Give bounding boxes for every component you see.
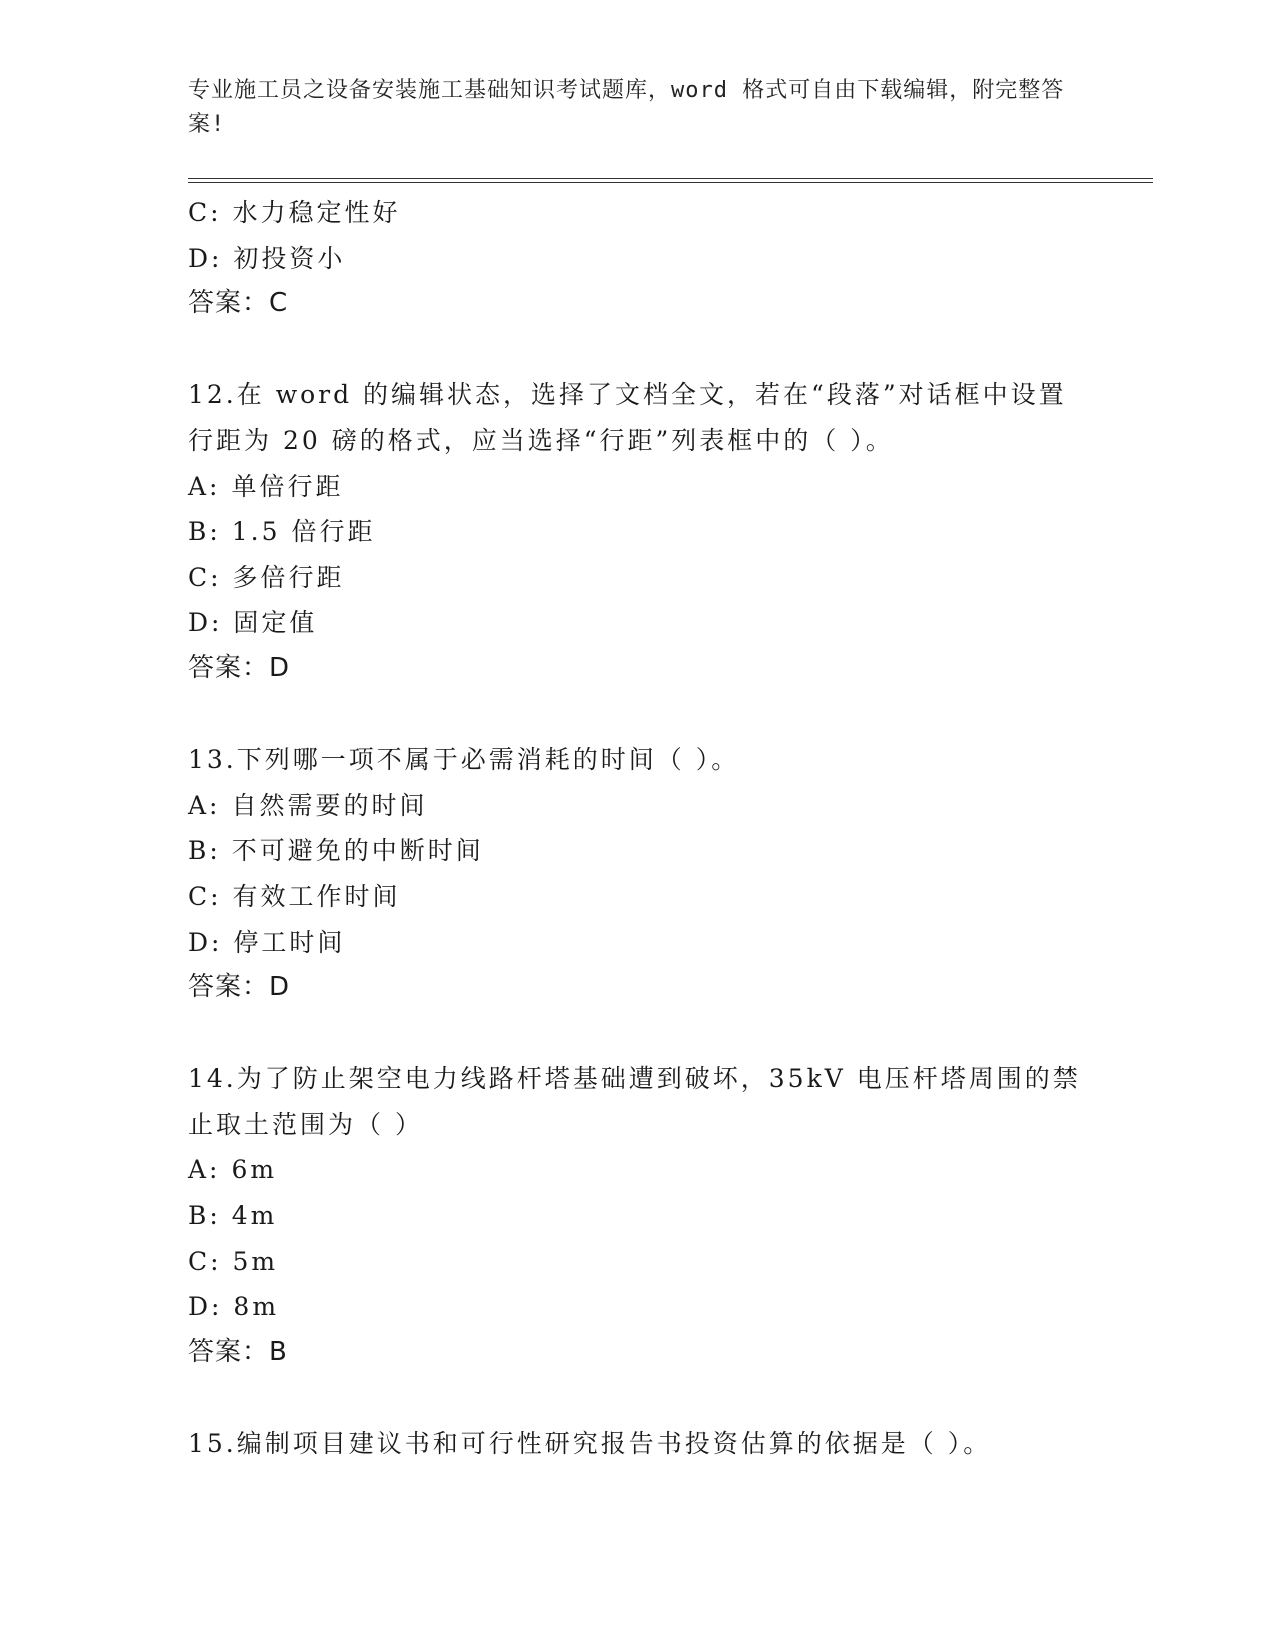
option-b: B: 不可避免的中断时间	[188, 836, 484, 866]
option-d: D: 停工时间	[188, 927, 346, 957]
answer-line: 答案：D	[188, 972, 291, 1003]
question-stem: 12.在 word 的编辑状态，选择了文档全文，若在“段落”对话框中设置行距为 20 磅的格式，应当选择“行距”列表框中的（ ）。	[188, 380, 1067, 455]
spacer	[188, 692, 1148, 738]
document-header	[188, 74, 1088, 142]
question-13	[188, 737, 1148, 1011]
question-14	[188, 1056, 1148, 1375]
header-divider	[188, 178, 1153, 183]
question-stem: 13.下列哪一项不属于必需消耗的时间（ ）。	[188, 745, 740, 775]
option-d: D: 固定值	[188, 608, 318, 638]
header-text: 专业施工员之设备安装施工基础知识考试题库，word 格式可自由下载编辑，附完整答案!	[188, 78, 1065, 137]
option-b: B: 4m	[188, 1201, 278, 1231]
option-d: D: 8m	[188, 1292, 280, 1322]
option-c: C: 水力稳定性好	[188, 198, 401, 227]
option-c: C: 有效工作时间	[188, 881, 401, 911]
question-stem: 14.为了防止架空电力线路杆塔基础遭到破坏，35kV 电压杆塔周围的禁止取土范围为（ ）	[188, 1064, 1081, 1139]
question-stem: 15.编制项目建议书和可行性研究报告书投资估算的依据是（ ）。	[188, 1429, 992, 1459]
option-b: B: 1.5 倍行距	[188, 517, 376, 547]
option-d: D: 初投资小	[188, 243, 346, 273]
spacer	[188, 1375, 1148, 1421]
question-15	[188, 1421, 1148, 1467]
answer-line: 答案：C	[188, 288, 289, 319]
answer-line: 答案：D	[188, 652, 291, 683]
option-a: A: 单倍行距	[188, 471, 344, 501]
option-c: C: 5m	[188, 1246, 279, 1276]
question-12	[188, 372, 1148, 691]
option-a: A: 6m	[188, 1155, 278, 1185]
spacer	[188, 327, 1148, 373]
option-a: A: 自然需要的时间	[188, 790, 428, 820]
option-c: C: 多倍行距	[188, 562, 345, 592]
document-body	[188, 190, 1148, 1467]
spacer	[188, 1011, 1148, 1057]
partial-question	[188, 190, 1148, 327]
answer-line: 答案：B	[188, 1336, 288, 1367]
